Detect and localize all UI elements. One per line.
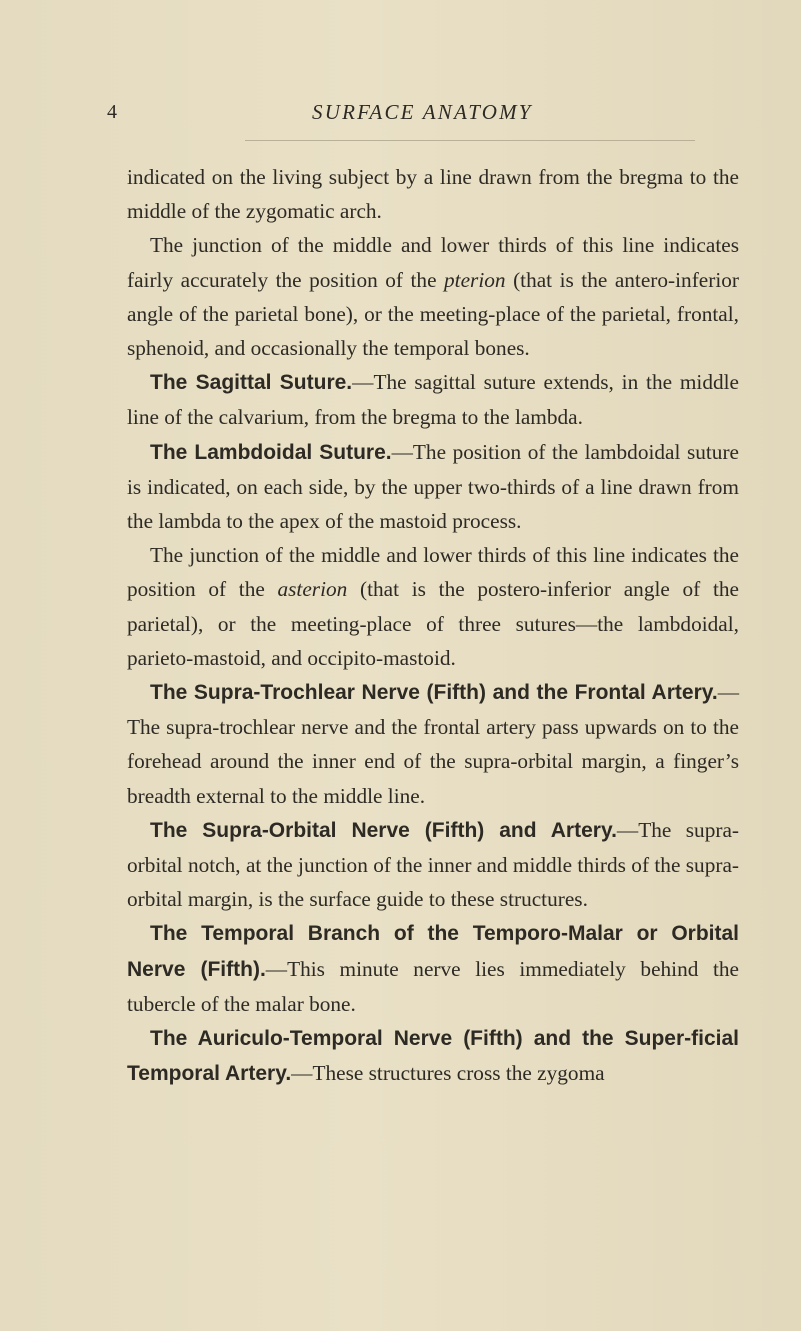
paragraph-text: (that is the antero-inferior angle of the parietal bone), or the meeting-place of the parietal, frontal, sphenoid, and occasionally the temporal bones. <box>127 267 739 361</box>
italic-term: pterion <box>444 267 506 292</box>
paragraph <box>127 675 739 813</box>
paragraph <box>127 228 739 365</box>
running-title: SURFACE ANATOMY <box>312 100 533 124</box>
paragraph <box>127 365 739 434</box>
section-heading: The Lambdoidal Suture. <box>150 440 392 464</box>
paragraph <box>127 435 739 539</box>
paragraph <box>127 160 739 228</box>
paragraph-text: —The position of the lambdoidal suture is indicated, on each side, by the upper two-thirds of a line drawn from the lambda to the apex of the mastoid process. <box>127 439 739 534</box>
paragraph-text: indicated on the living subject by a line drawn from the bregma to the middle of the zygomatic arch. <box>127 165 739 224</box>
section-heading: The Sagittal Suture. <box>150 371 353 395</box>
italic-term: asterion <box>277 577 348 602</box>
paragraph-text: —The sagittal suture extends, in the middle line of the calvarium, from the bregma to the lambda. <box>127 370 739 430</box>
section-heading: The Supra-Trochlear Nerve (Fifth) and the Frontal Artery. <box>150 681 718 705</box>
paragraph-text: —These structures cross the zygoma <box>291 1061 605 1086</box>
section-heading: The Supra-Orbital Nerve (Fifth) and Artery. <box>150 818 617 842</box>
paragraph <box>127 538 739 675</box>
header-rule <box>245 140 695 141</box>
paragraph-text: —The supra-orbital notch, at the junction of the inner and middle thirds of the supra-orbital margin, is the surface guide to these structures. <box>127 817 739 912</box>
paragraph <box>127 1021 739 1091</box>
paragraph-text: (that is the postero-inferior angle of the parietal), or the meeting-place of three sutures—the lambdoidal, parieto-mastoid, and occipito-mastoid. <box>127 577 739 670</box>
paragraph <box>127 916 739 1021</box>
paragraph-text: The junction of the middle and lower thirds of this line indicates fairly accurately the position of the <box>127 233 739 292</box>
paragraph-text: The junction of the middle and lower thirds of this line indicates the position of the <box>127 543 739 602</box>
paragraph-text: —The supra-trochlear nerve and the frontal artery pass upwards on to the forehead around the inner end of the supra-orbital margin, a finger’s breadth external to the middle line. <box>127 680 739 808</box>
paragraph-text: —This minute nerve lies immediately behind the tubercle of the malar bone. <box>127 956 740 1016</box>
section-heading: The Auriculo-Temporal Nerve (Fifth) and the Super-ficial Temporal Artery. <box>127 1027 739 1086</box>
page-number: 4 <box>107 101 117 123</box>
paragraph <box>127 813 739 917</box>
body-text <box>127 160 739 1091</box>
section-heading: The Temporal Branch of the Temporo-Malar or Orbital Nerve (Fifth). <box>127 922 739 981</box>
